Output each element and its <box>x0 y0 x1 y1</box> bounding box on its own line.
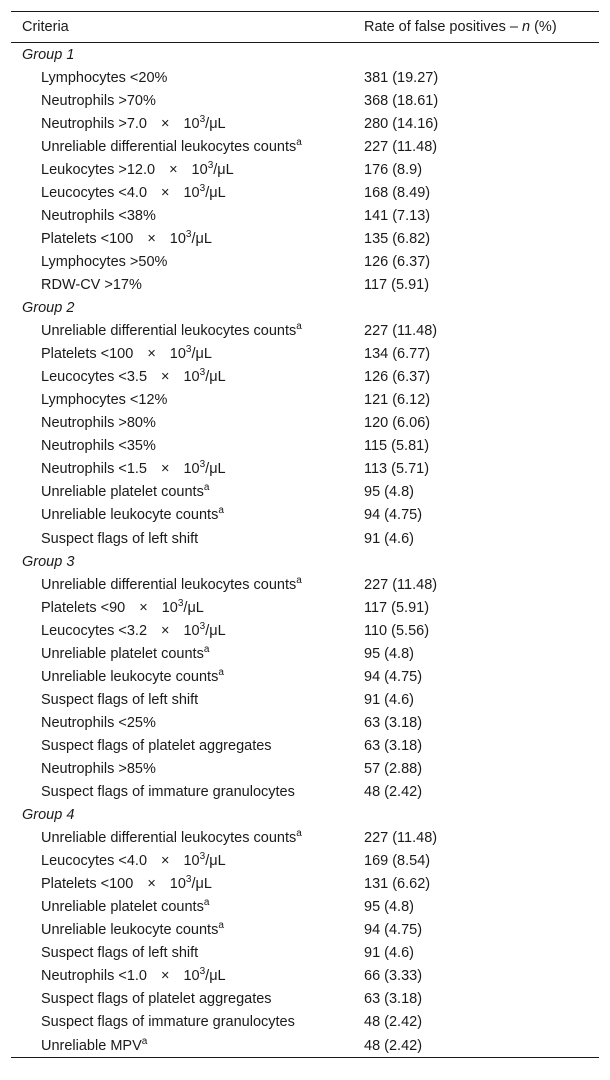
footnote-marker: a <box>296 321 302 333</box>
table-row <box>11 504 599 527</box>
rate-cell: 169 (8.54) <box>364 853 431 870</box>
criteria-cell <box>11 531 364 547</box>
criteria-text: Neutrophils >70% <box>41 92 156 109</box>
unit-exponent: 3 <box>199 182 206 194</box>
rate-cell: 126 (6.37) <box>364 369 431 386</box>
group-row <box>11 550 599 573</box>
criteria-text: Neutrophils <1.0 <box>41 968 147 985</box>
rate-cell: 91 (4.6) <box>364 530 414 547</box>
criteria-text: Lymphocytes <20% <box>41 69 168 86</box>
criteria-cell <box>11 692 364 708</box>
rate-cell: 227 (11.48) <box>364 138 438 155</box>
unit-base: 10 <box>169 230 186 247</box>
group-title: Group 2 <box>22 300 75 317</box>
criteria-text: Neutrophils <25% <box>41 714 156 731</box>
footnote-marker: a <box>296 136 302 148</box>
rate-cell: 91 (4.6) <box>364 945 414 962</box>
criteria-text: Neutrophils <1.5 <box>41 461 147 478</box>
unit-rest: /μL <box>191 346 212 363</box>
unit-base: 10 <box>183 184 200 201</box>
footnote-marker: a <box>296 828 302 840</box>
unit-rest: /μL <box>191 876 212 893</box>
table-row <box>11 527 599 550</box>
group-title: Group 4 <box>22 807 75 824</box>
unit-rest: /μL <box>191 230 212 247</box>
criteria-cell <box>11 70 364 86</box>
criteria-text: Unreliable platelet counts <box>41 484 204 501</box>
criteria-cell <box>11 1035 364 1054</box>
unit-exponent: 3 <box>199 367 206 379</box>
criteria-text: Lymphocytes <12% <box>41 392 168 409</box>
criteria-cell <box>11 346 364 362</box>
criteria-text: Neutrophils >80% <box>41 415 156 432</box>
criteria-cell <box>11 738 364 754</box>
rate-cell: 94 (4.75) <box>364 922 423 939</box>
criteria-text: Suspect flags of left shift <box>41 530 199 547</box>
criteria-cell <box>11 574 364 593</box>
table-header <box>11 12 599 43</box>
unit-base: 10 <box>183 853 200 870</box>
criteria-cell <box>11 666 364 685</box>
footnote-marker: a <box>296 574 302 586</box>
criteria-cell <box>11 461 364 477</box>
rate-cell: 48 (2.42) <box>364 784 423 801</box>
rate-cell: 227 (11.48) <box>364 830 438 847</box>
unit-multiply: × <box>169 161 178 178</box>
rate-cell: 135 (6.82) <box>364 230 431 247</box>
rate-cell: 168 (8.49) <box>364 184 431 201</box>
rate-cell: 120 (6.06) <box>364 415 431 432</box>
unit-base: 10 <box>183 968 200 985</box>
table-row <box>11 711 599 734</box>
table-row <box>11 850 599 873</box>
criteria-text: Neutrophils <38% <box>41 207 156 224</box>
criteria-cell <box>11 182 364 201</box>
rate-cell: 48 (2.42) <box>364 1014 423 1031</box>
rate-cell: 381 (19.27) <box>364 69 439 86</box>
table-row <box>11 135 599 158</box>
criteria-cell <box>11 113 364 132</box>
table-row <box>11 919 599 942</box>
criteria-cell <box>11 507 364 523</box>
unit-base: 10 <box>183 622 200 639</box>
rate-cell: 94 (4.75) <box>364 507 423 524</box>
unit-multiply: × <box>139 599 148 616</box>
criteria-text: Suspect flags of left shift <box>41 945 199 962</box>
criteria-cell <box>11 761 364 777</box>
table-row <box>11 757 599 780</box>
criteria-cell <box>11 784 364 800</box>
criteria-cell <box>11 597 364 616</box>
table-row <box>11 827 599 850</box>
rate-cell: 63 (3.18) <box>364 714 423 731</box>
false-positives-table <box>11 11 599 1058</box>
table-row <box>11 320 599 343</box>
criteria-text: Leucocytes <4.0 <box>41 853 148 870</box>
footnote-marker: a <box>203 643 210 655</box>
criteria-text: Lymphocytes >50% <box>41 253 168 270</box>
footnote-marker: a <box>203 897 210 909</box>
unit-rest: /μL <box>205 622 226 639</box>
criteria-cell <box>11 369 364 385</box>
unit-exponent: 3 <box>185 228 192 240</box>
table-row <box>11 273 599 296</box>
rate-cell: 117 (5.91) <box>364 599 430 616</box>
unit-rest: /μL <box>205 115 226 132</box>
unit-exponent: 3 <box>185 344 192 356</box>
criteria-cell <box>11 392 364 408</box>
table-row <box>11 896 599 919</box>
unit-base: 10 <box>169 876 186 893</box>
criteria-header: Criteria <box>22 19 69 35</box>
criteria-text: Unreliable differential leukocytes counts <box>41 830 297 847</box>
criteria-cell <box>11 853 364 869</box>
table-row <box>11 204 599 227</box>
rate-header-prefix: Rate of false positives – <box>364 19 522 35</box>
unit-exponent: 3 <box>185 874 192 886</box>
unit-multiply: × <box>161 115 170 132</box>
table-row <box>11 596 599 619</box>
table-row <box>11 343 599 366</box>
criteria-text: Platelets <90 <box>41 599 126 616</box>
unit-exponent: 3 <box>207 159 214 171</box>
rate-cell: 131 (6.62) <box>364 876 431 893</box>
rate-cell: 134 (6.77) <box>364 346 431 363</box>
criteria-text: Unreliable platelet counts <box>41 899 204 916</box>
rate-cell: 141 (7.13) <box>364 207 431 224</box>
unit-base: 10 <box>161 599 178 616</box>
table-row <box>11 66 599 89</box>
criteria-text: Neutrophils >7.0 <box>41 115 147 132</box>
table-row <box>11 781 599 804</box>
group-row <box>11 804 599 827</box>
table-row <box>11 642 599 665</box>
criteria-cell <box>11 715 364 731</box>
table-row <box>11 435 599 458</box>
table-row <box>11 181 599 204</box>
criteria-text: Suspect flags of platelet aggregates <box>41 991 272 1008</box>
criteria-text: Leukocytes >12.0 <box>41 161 156 178</box>
rate-cell: 110 (5.56) <box>364 622 430 639</box>
table-row <box>11 250 599 273</box>
table-row <box>11 734 599 757</box>
unit-rest: /μL <box>205 184 226 201</box>
rate-cell: 115 (5.81) <box>364 438 430 455</box>
criteria-cell <box>11 1014 364 1030</box>
criteria-text: Unreliable differential leukocytes counts <box>41 323 297 340</box>
table-row <box>11 688 599 711</box>
criteria-cell <box>11 991 364 1007</box>
unit-multiply: × <box>161 184 170 201</box>
table-row <box>11 458 599 481</box>
group-row <box>11 297 599 320</box>
rate-header-n: n <box>521 19 531 35</box>
footnote-marker: a <box>218 666 224 678</box>
table-row <box>11 112 599 135</box>
criteria-cell <box>11 945 364 961</box>
unit-rest: /μL <box>205 461 226 478</box>
unit-rest: /μL <box>183 599 204 616</box>
table-row <box>11 573 599 596</box>
criteria-text: Platelets <100 <box>41 230 134 247</box>
unit-exponent: 3 <box>199 113 206 125</box>
footnote-marker: a <box>218 505 224 517</box>
table-row <box>11 412 599 435</box>
table-row <box>11 1034 599 1057</box>
criteria-text: Unreliable MPV <box>41 1037 142 1054</box>
rate-cell: 95 (4.8) <box>364 645 414 662</box>
unit-multiply: × <box>161 853 170 870</box>
unit-multiply: × <box>147 230 156 247</box>
criteria-text: Suspect flags of platelet aggregates <box>41 737 272 754</box>
unit-exponent: 3 <box>199 620 206 632</box>
rate-cell: 95 (4.8) <box>364 899 414 916</box>
criteria-text: Suspect flags of left shift <box>41 691 199 708</box>
rate-cell: 91 (4.6) <box>364 691 414 708</box>
table-row <box>11 619 599 642</box>
rate-cell: 57 (2.88) <box>364 760 423 777</box>
footnote-marker: a <box>218 920 224 932</box>
criteria-text: Leucocytes <4.0 <box>41 184 148 201</box>
rate-cell: 94 (4.75) <box>364 668 423 685</box>
criteria-text: Neutrophils >85% <box>41 760 156 777</box>
table-body <box>11 43 599 1057</box>
criteria-text: Unreliable platelet counts <box>41 645 204 662</box>
criteria-cell <box>11 228 364 247</box>
unit-exponent: 3 <box>199 966 206 978</box>
criteria-cell <box>11 620 364 639</box>
rate-cell: 113 (5.71) <box>364 461 430 478</box>
table-row <box>11 158 599 181</box>
rate-cell: 227 (11.48) <box>364 576 438 593</box>
unit-multiply: × <box>161 622 170 639</box>
criteria-cell <box>11 968 364 984</box>
criteria-text: RDW-CV >17% <box>41 276 142 293</box>
criteria-cell <box>11 254 364 270</box>
rate-cell: 63 (3.18) <box>364 991 423 1008</box>
unit-exponent: 3 <box>199 459 206 471</box>
criteria-cell <box>11 484 364 500</box>
criteria-text: Leucocytes <3.5 <box>41 369 148 386</box>
group-title: Group 1 <box>22 46 75 63</box>
criteria-cell <box>11 438 364 454</box>
criteria-cell <box>11 876 364 892</box>
unit-rest: /μL <box>205 968 226 985</box>
criteria-cell <box>11 208 364 224</box>
unit-rest: /μL <box>205 369 226 386</box>
rate-cell: 63 (3.18) <box>364 737 423 754</box>
criteria-cell <box>11 643 364 662</box>
criteria-text: Platelets <100 <box>41 346 134 363</box>
unit-base: 10 <box>169 346 186 363</box>
table-row <box>11 988 599 1011</box>
table-row <box>11 665 599 688</box>
unit-exponent: 3 <box>199 851 206 863</box>
criteria-text: Platelets <100 <box>41 876 134 893</box>
table-row <box>11 1011 599 1034</box>
criteria-text: Suspect flags of immature granulocytes <box>41 784 295 801</box>
rate-cell: 95 (4.8) <box>364 484 414 501</box>
rate-header-suffix: (%) <box>530 19 557 35</box>
criteria-cell <box>11 277 364 293</box>
footnote-marker: a <box>141 1035 148 1047</box>
criteria-cell <box>11 323 364 339</box>
criteria-text: Neutrophils <35% <box>41 438 156 455</box>
criteria-cell <box>11 159 364 178</box>
unit-multiply: × <box>147 876 156 893</box>
criteria-text: Unreliable leukocyte counts <box>41 668 219 685</box>
criteria-text: Suspect flags of immature granulocytes <box>41 1014 295 1031</box>
unit-rest: /μL <box>205 853 226 870</box>
criteria-text: Leucocytes <3.2 <box>41 622 148 639</box>
unit-multiply: × <box>161 369 170 386</box>
criteria-cell <box>11 93 364 109</box>
rate-cell: 227 (11.48) <box>364 323 438 340</box>
table-row <box>11 227 599 250</box>
criteria-cell <box>11 136 364 155</box>
rate-cell: 66 (3.33) <box>364 968 423 985</box>
unit-base: 10 <box>183 369 200 386</box>
criteria-text: Unreliable differential leukocytes counts <box>41 576 297 593</box>
rate-cell: 368 (18.61) <box>364 92 439 109</box>
table-row <box>11 389 599 412</box>
rate-cell: 126 (6.37) <box>364 253 431 270</box>
table-row <box>11 873 599 896</box>
rate-cell: 117 (5.91) <box>364 276 430 293</box>
unit-base: 10 <box>191 161 208 178</box>
criteria-text: Unreliable leukocyte counts <box>41 507 219 524</box>
rate-cell: 176 (8.9) <box>364 161 423 178</box>
rate-cell: 48 (2.42) <box>364 1037 423 1054</box>
unit-base: 10 <box>183 461 200 478</box>
rate-cell: 121 (6.12) <box>364 392 431 409</box>
unit-exponent: 3 <box>177 597 184 609</box>
rate-cell: 280 (14.16) <box>364 115 439 132</box>
rate-header <box>364 19 599 35</box>
unit-base: 10 <box>183 115 200 132</box>
group-title: Group 3 <box>22 553 75 570</box>
criteria-cell <box>11 830 364 846</box>
table-row <box>11 366 599 389</box>
group-row <box>11 43 599 66</box>
criteria-text: Unreliable leukocyte counts <box>41 922 219 939</box>
unit-rest: /μL <box>213 161 234 178</box>
table-row <box>11 965 599 988</box>
unit-multiply: × <box>147 346 156 363</box>
unit-multiply: × <box>161 968 170 985</box>
criteria-cell <box>11 922 364 938</box>
criteria-cell <box>11 899 364 915</box>
table-row <box>11 481 599 504</box>
table-row <box>11 942 599 965</box>
criteria-text: Unreliable differential leukocytes counts <box>41 138 297 155</box>
unit-multiply: × <box>161 461 170 478</box>
criteria-cell <box>11 415 364 431</box>
footnote-marker: a <box>203 482 210 494</box>
table-row <box>11 89 599 112</box>
